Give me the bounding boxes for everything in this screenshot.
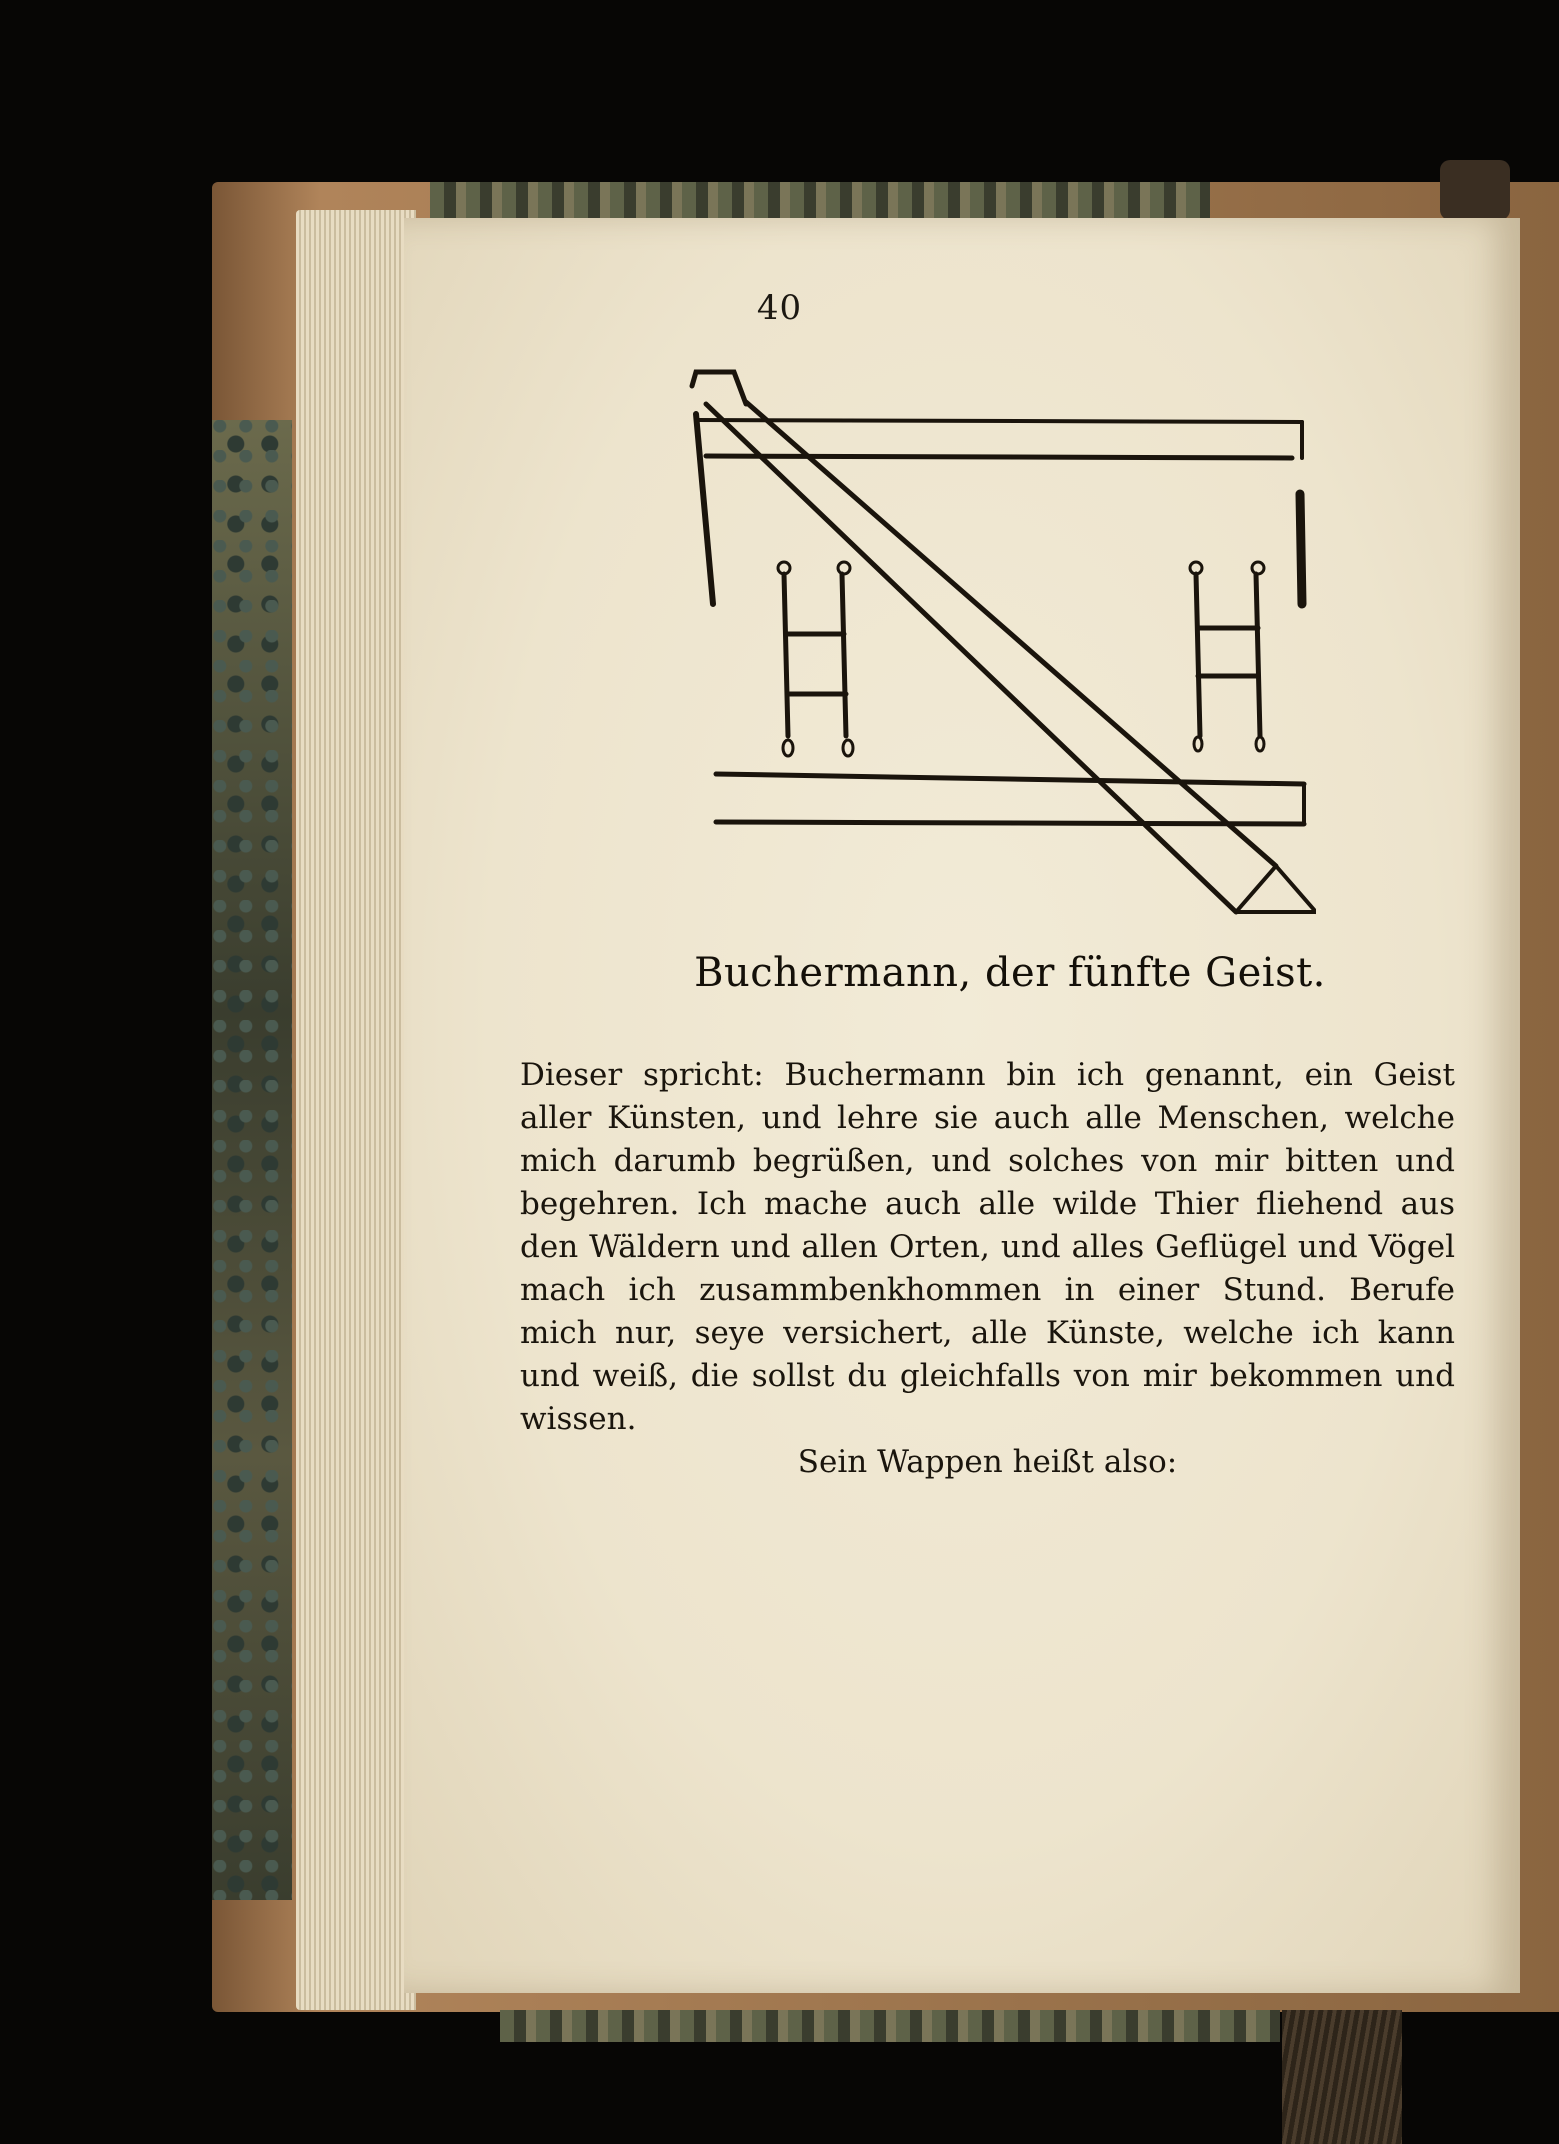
marbled-cover-bottom	[500, 2010, 1280, 2042]
bookmark-ribbon	[1282, 2010, 1402, 2144]
page-number: 40	[756, 288, 803, 328]
page-edges	[296, 210, 416, 2010]
seal-woodcut	[676, 364, 1316, 930]
bookmark-ribbon-top	[1440, 160, 1510, 220]
chapter-heading: Buchermann, der fünfte Geist.	[694, 950, 1326, 996]
marbled-cover-left	[212, 420, 292, 1900]
body-paragraph: Dieser spricht: Buchermann bin ich genannt, ein Geist aller Künsten, und lehre sie auch alle Menschen, welche mich darumb begrüßen, und solches von mir bitten und begehren. Ich mache auch alle wilde Thier fliehend aus den Wäldern und allen Orten, und alles Geflügel und Vögel mach ich zusammbenkhommen in einer Stund. Berufe mich nur, seye versichert, alle Künste, welche ich kann und weiß, die sollst du gleichfalls von mir bekommen und wissen.	[520, 1057, 1455, 1437]
marbled-cover-top	[430, 182, 1210, 218]
closing-line: Sein Wappen heißt also:	[797, 1444, 1178, 1480]
